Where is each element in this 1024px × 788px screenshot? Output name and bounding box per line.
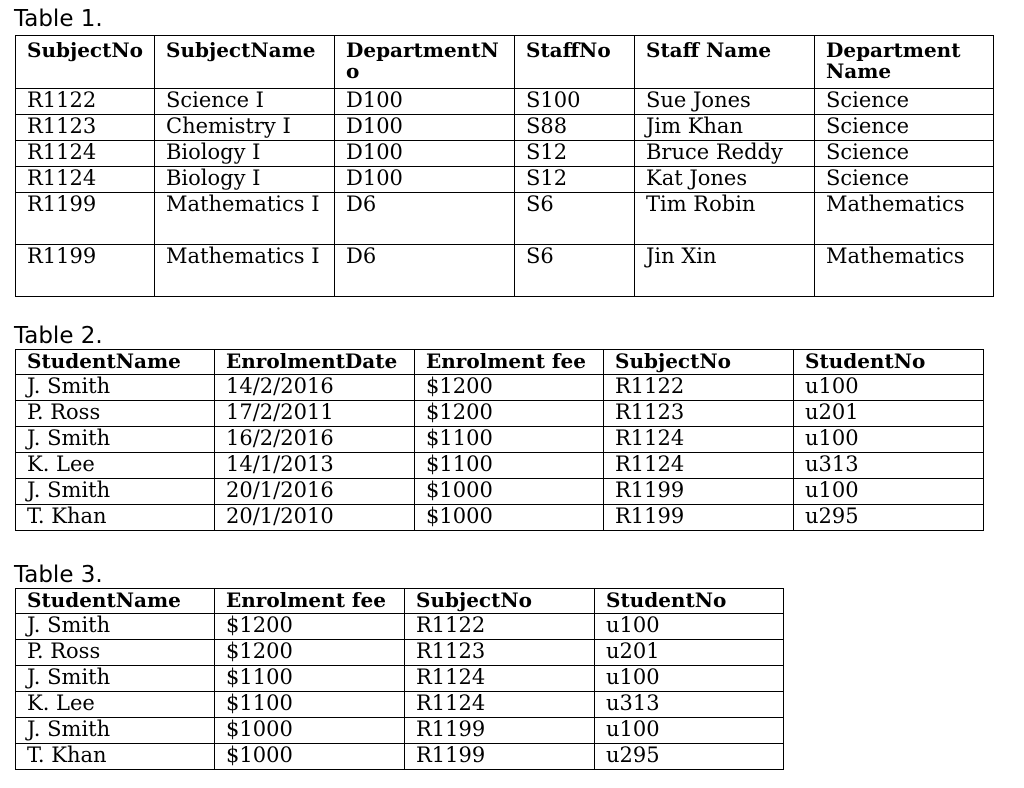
table-row — [16, 115, 994, 141]
table-row — [16, 375, 984, 401]
table1-header: StaffNo — [515, 36, 635, 89]
table-cell: Biology I — [155, 141, 335, 167]
table-cell: $1100 — [215, 666, 405, 692]
table-cell: J. Smith — [16, 666, 215, 692]
table-cell: D100 — [335, 167, 515, 193]
table-cell: R1124 — [604, 453, 794, 479]
table-cell: $1000 — [215, 718, 405, 744]
table-cell: Mathematics I — [155, 193, 335, 245]
table-cell: Chemistry I — [155, 115, 335, 141]
table2-header: StudentName — [16, 350, 215, 375]
table-cell: Mathematics — [815, 193, 994, 245]
table-cell: K. Lee — [16, 453, 215, 479]
table-cell: Biology I — [155, 167, 335, 193]
table-cell: S100 — [515, 89, 635, 115]
table-cell: K. Lee — [16, 692, 215, 718]
table-cell: J. Smith — [16, 614, 215, 640]
table-cell: T. Khan — [16, 505, 215, 531]
table-cell: R1124 — [405, 666, 595, 692]
table-cell: u201 — [794, 401, 984, 427]
table-cell: Science — [815, 89, 994, 115]
table-cell: $1200 — [215, 640, 405, 666]
table-row — [16, 453, 984, 479]
table1-header-row — [16, 36, 994, 89]
table-cell: Science — [815, 141, 994, 167]
table-row — [16, 245, 994, 297]
table-row — [16, 744, 784, 770]
table-cell: 14/1/2013 — [215, 453, 415, 479]
table-cell: Science I — [155, 89, 335, 115]
table-cell: S12 — [515, 141, 635, 167]
table-cell: R1199 — [405, 744, 595, 770]
table-cell: $1000 — [415, 479, 604, 505]
table-row — [16, 479, 984, 505]
table-cell: 20/1/2010 — [215, 505, 415, 531]
table-cell: S12 — [515, 167, 635, 193]
table-cell: R1122 — [16, 89, 155, 115]
table-row — [16, 640, 784, 666]
table-row — [16, 614, 784, 640]
table-cell: S6 — [515, 245, 635, 297]
table-cell: D100 — [335, 115, 515, 141]
table-cell: $1100 — [415, 453, 604, 479]
table1-caption: Table 1. — [14, 6, 103, 32]
table1 — [15, 35, 994, 297]
table3-header: SubjectNo — [405, 589, 595, 614]
table-cell: $1100 — [415, 427, 604, 453]
table-cell: R1124 — [16, 167, 155, 193]
table3-header-row — [16, 589, 784, 614]
table-cell: R1123 — [16, 115, 155, 141]
table-row — [16, 718, 784, 744]
table3-header: StudentNo — [595, 589, 784, 614]
table-cell: R1199 — [405, 718, 595, 744]
table-row — [16, 401, 984, 427]
table-cell: 20/1/2016 — [215, 479, 415, 505]
table-cell: R1122 — [604, 375, 794, 401]
table-cell: R1199 — [604, 479, 794, 505]
table-cell: D100 — [335, 89, 515, 115]
table2-header: EnrolmentDate — [215, 350, 415, 375]
table-cell: Science — [815, 167, 994, 193]
table-cell: S88 — [515, 115, 635, 141]
table-cell: Tim Robin — [635, 193, 815, 245]
table-cell: R1122 — [405, 614, 595, 640]
table-cell: u295 — [794, 505, 984, 531]
table1-header: Department Name — [815, 36, 994, 89]
table-cell: R1124 — [405, 692, 595, 718]
table-cell: J. Smith — [16, 479, 215, 505]
table-cell: R1123 — [405, 640, 595, 666]
table-cell: 17/2/2011 — [215, 401, 415, 427]
table-cell: u100 — [794, 375, 984, 401]
table-cell: $1000 — [415, 505, 604, 531]
table-row — [16, 193, 994, 245]
table-cell: Jim Khan — [635, 115, 815, 141]
table-cell: T. Khan — [16, 744, 215, 770]
table-cell: R1199 — [16, 245, 155, 297]
table-row — [16, 505, 984, 531]
table-cell: R1199 — [16, 193, 155, 245]
table3 — [15, 588, 784, 770]
table-cell: $1200 — [215, 614, 405, 640]
table-cell: S6 — [515, 193, 635, 245]
table-cell: u100 — [595, 718, 784, 744]
table-cell: P. Ross — [16, 640, 215, 666]
table-cell: P. Ross — [16, 401, 215, 427]
table1-header: SubjectNo — [16, 36, 155, 89]
table-cell: $1200 — [415, 401, 604, 427]
table-row — [16, 141, 994, 167]
table2-header-row — [16, 350, 984, 375]
table2-caption: Table 2. — [14, 323, 103, 349]
table2-header: Enrolment fee — [415, 350, 604, 375]
table1-header: Staff Name — [635, 36, 815, 89]
table3-caption: Table 3. — [14, 562, 103, 588]
table-row — [16, 427, 984, 453]
table-cell: Mathematics I — [155, 245, 335, 297]
table2-header: StudentNo — [794, 350, 984, 375]
table-cell: Mathematics — [815, 245, 994, 297]
table-cell: u201 — [595, 640, 784, 666]
table-row — [16, 692, 784, 718]
table-cell: J. Smith — [16, 718, 215, 744]
table-cell: Kat Jones — [635, 167, 815, 193]
table-cell: $1200 — [415, 375, 604, 401]
table-cell: R1124 — [604, 427, 794, 453]
table-cell: J. Smith — [16, 427, 215, 453]
table-cell: $1000 — [215, 744, 405, 770]
table3-header: Enrolment fee — [215, 589, 405, 614]
table-cell: u100 — [794, 479, 984, 505]
table-cell: D100 — [335, 141, 515, 167]
table-cell: 14/2/2016 — [215, 375, 415, 401]
table-cell: R1199 — [604, 505, 794, 531]
table-cell: R1123 — [604, 401, 794, 427]
table-cell: u313 — [595, 692, 784, 718]
table-cell: Bruce Reddy — [635, 141, 815, 167]
table-cell: Jin Xin — [635, 245, 815, 297]
table-cell: u100 — [794, 427, 984, 453]
table-cell: D6 — [335, 193, 515, 245]
table-cell: R1124 — [16, 141, 155, 167]
table-cell: Science — [815, 115, 994, 141]
table-row — [16, 167, 994, 193]
table-cell: 16/2/2016 — [215, 427, 415, 453]
table2 — [15, 349, 984, 531]
table-cell: Sue Jones — [635, 89, 815, 115]
table-cell: D6 — [335, 245, 515, 297]
table2-header: SubjectNo — [604, 350, 794, 375]
table-cell: u100 — [595, 614, 784, 640]
table-cell: $1100 — [215, 692, 405, 718]
table-row — [16, 666, 784, 692]
table1-header: DepartmentNo — [335, 36, 515, 89]
table3-header: StudentName — [16, 589, 215, 614]
table-cell: u295 — [595, 744, 784, 770]
table-cell: u313 — [794, 453, 984, 479]
table1-header: SubjectName — [155, 36, 335, 89]
table-cell: u100 — [595, 666, 784, 692]
table-cell: J. Smith — [16, 375, 215, 401]
table-row — [16, 89, 994, 115]
